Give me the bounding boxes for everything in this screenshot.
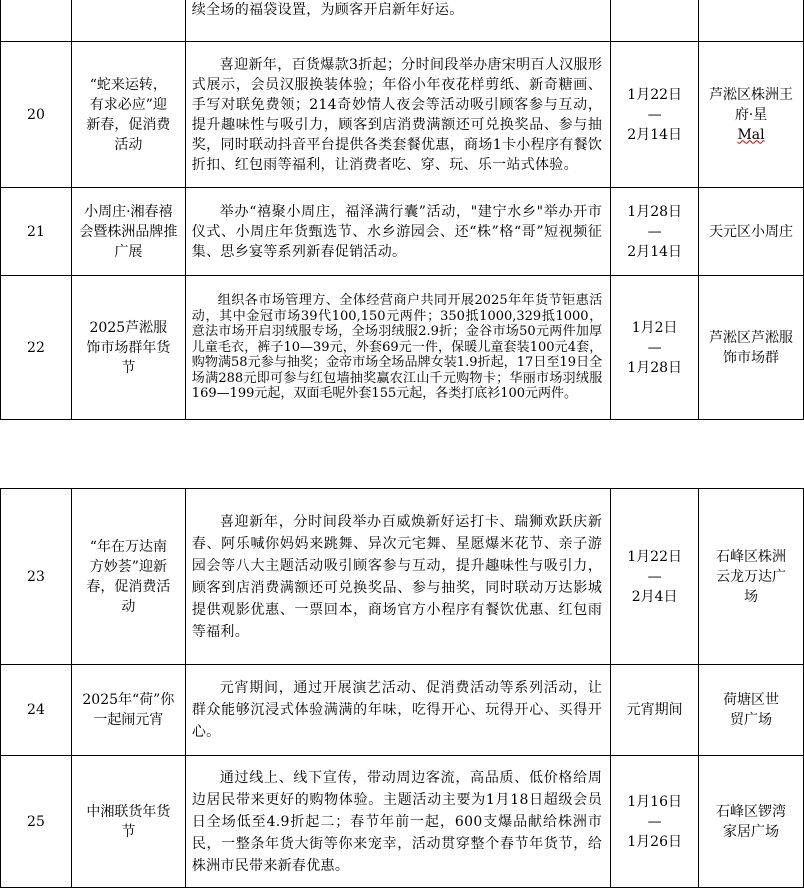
event-description: 组织各市场管理方、全体经营商户共同开展2025年年货节钜惠活动，其中金冠市场39代100,150元两件；350抵1000,329抵1000，意法市场开启羽绒服专场，全场羽绒服2.9折；金谷市场50元两件加厚儿童毛衣，裤子10—39元，外套69元一件，保暖儿童套装100元4套，购物满58元参与抽奖；金帝市场全场品牌女装1.9折起，17日至19日全场满288元即可参与红包墙抽奖赢农江山千元购物卡；华丽市场羽绒服169—199元起，双面毛呢外套155元起，各类打底衫100元两件。 bbox=[185, 276, 610, 420]
row-number: 24 bbox=[1, 665, 72, 756]
table-row bbox=[1, 276, 804, 420]
date-separator: — bbox=[647, 339, 662, 356]
event-location: 荷塘区世贸广场 bbox=[699, 665, 804, 756]
event-date: 元宵期间 bbox=[611, 665, 699, 756]
date-end: 2月4日 bbox=[631, 588, 678, 605]
event-date bbox=[611, 756, 699, 888]
date-separator: — bbox=[647, 223, 662, 240]
date-end: 2月14日 bbox=[627, 126, 683, 143]
event-date bbox=[611, 489, 699, 665]
date-start: 1月28日 bbox=[627, 203, 683, 220]
event-location: 天元区小周庄 bbox=[699, 188, 804, 276]
events-table-bottom bbox=[0, 488, 804, 888]
date-separator: — bbox=[647, 813, 662, 830]
table-row bbox=[1, 665, 804, 756]
event-description: 通过线上、线下宣传，带动周边客流，高品质、低价格给周边居民带来更好的购物体验。主题活动主要为1月18日超级会员日全场低至4.9折起二；春节年前一起，600支爆品献给株洲市民，一整条年货大街等你来宠幸，活动贯穿整个春节年货节，给株洲市民带来新春优惠。 bbox=[185, 756, 610, 888]
event-name: 中湘联货年货节 bbox=[71, 756, 185, 888]
table-row bbox=[1, 489, 804, 665]
row-number: 22 bbox=[1, 276, 72, 420]
event-date bbox=[611, 188, 699, 276]
location-text-tail: Mal bbox=[737, 126, 765, 143]
row-number: 25 bbox=[1, 756, 72, 888]
date-end: 2月14日 bbox=[627, 243, 683, 260]
event-date bbox=[611, 276, 699, 420]
event-location bbox=[699, 42, 804, 188]
event-description: 喜迎新年，分时间段举办百威焕新好运打卡、瑞狮欢跃庆新春、阿乐喊你妈妈来跳舞、异次元宅舞、星愿爆米花节、亲子游园会等八大主题活动吸引顾客参与互动，提升趣味性与吸引力，顾客到店消费满额还可兑换奖品、参与抽奖，同时联动万达影城提供观影优惠、一票回本，商场官方小程序有餐饮优惠、红包雨等福利。 bbox=[185, 489, 610, 665]
event-name: “蛇来运转，有求必应”迎新春，促消费活动 bbox=[71, 42, 185, 188]
event-description: 喜迎新年，百货爆款3折起；分时间段举办唐宋明百人汉服形式展示，会员汉服换装体验；年俗小年夜花样剪纸、新奇糖画、手写对联免费领；214奇妙情人夜会等活动吸引顾客参与互动，提升趣味性与吸引力，顾客到店消费满额还可兑换奖品、参与抽奖，同时联动抖音平台提供各类套餐优惠，商场1卡小程序有餐饮折扣、红包雨等福利，让消费者吃、穿、玩、乐一站式体验。 bbox=[185, 42, 610, 188]
events-table-top bbox=[0, 0, 804, 420]
location-text: 芦淞区株洲王府·星 bbox=[709, 86, 794, 123]
date-end: 1月26日 bbox=[627, 833, 682, 850]
event-date bbox=[611, 42, 699, 188]
date-start: 1月22日 bbox=[627, 86, 683, 103]
event-location bbox=[699, 0, 804, 42]
event-location: 石峰区株洲云龙万达广场 bbox=[699, 489, 804, 665]
event-description: 元宵期间，通过开展演艺活动、促消费活动等系列活动，让群众能够沉浸式体验满满的年味，吃得开心、玩得开心、买得开心。 bbox=[185, 665, 610, 756]
description-text: 续全场的福袋设置，为顾客开启新年好运。 bbox=[191, 2, 464, 18]
row-number: 23 bbox=[1, 489, 72, 665]
date-start: 1月2日 bbox=[631, 319, 678, 336]
row-number: 20 bbox=[1, 42, 72, 188]
event-name: 小周庄·湘春禧会暨株洲品牌推广展 bbox=[71, 188, 185, 276]
date-start: 1月16日 bbox=[627, 793, 682, 810]
event-location: 石峰区锣湾家居广场 bbox=[699, 756, 804, 888]
date-separator: — bbox=[647, 106, 662, 123]
event-description bbox=[185, 0, 610, 42]
event-date bbox=[611, 0, 699, 42]
event-name: “年在万达南方妙荟”迎新春，促消费活动 bbox=[71, 489, 185, 665]
row-number bbox=[1, 0, 72, 42]
event-name: 2025年“荷”你一起闹元宵 bbox=[71, 665, 185, 756]
date-start: 1月22日 bbox=[627, 548, 682, 565]
table-row bbox=[1, 756, 804, 888]
event-name: 2025芦淞服饰市场群年货节 bbox=[71, 276, 185, 420]
event-name bbox=[71, 0, 185, 42]
date-end: 1月28日 bbox=[627, 359, 683, 376]
table-row bbox=[1, 188, 804, 276]
date-separator: — bbox=[647, 568, 662, 585]
row-number: 21 bbox=[1, 188, 72, 276]
event-description: 举办“禧聚小周庄，福泽满行囊”活动，"建宁水乡"举办开市仪式、小周庄年货甄选节、水乡游园会、还“株”格“哥”短视频征集、思乡宴等系列新春促销活动。 bbox=[185, 188, 610, 276]
table-row bbox=[1, 42, 804, 188]
table-row bbox=[1, 0, 804, 42]
event-location: 芦淞区芦淞服饰市场群 bbox=[699, 276, 804, 420]
